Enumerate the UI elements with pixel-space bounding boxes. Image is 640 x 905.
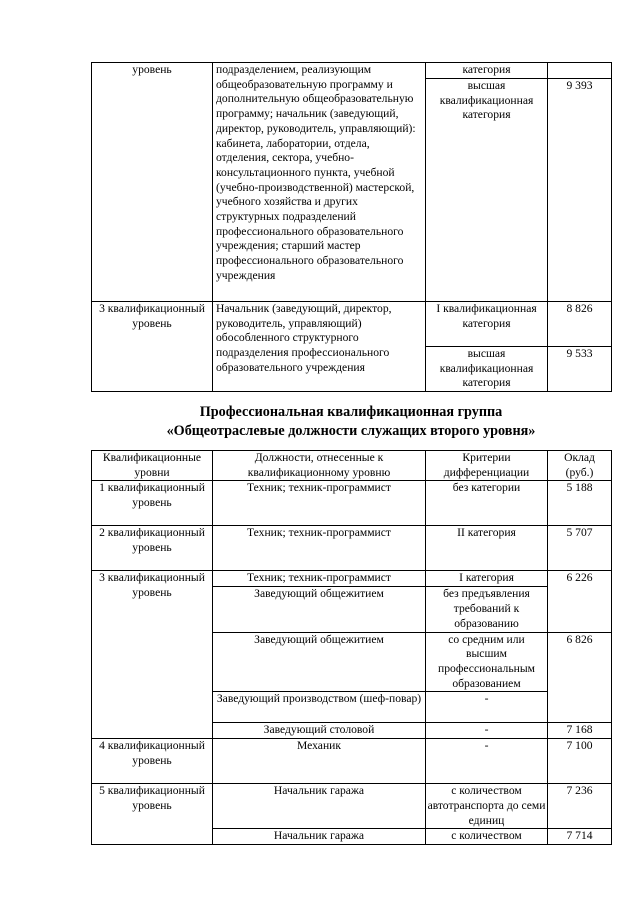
level-cell: 2 квалификационный уровень	[92, 526, 213, 571]
criteria-cell: с количеством	[426, 829, 548, 845]
level-cell: уровень	[92, 63, 213, 302]
level-cell: 3 квалификационный уровень	[92, 571, 213, 739]
salary-cell	[548, 63, 612, 79]
position-cell: Механик	[213, 739, 426, 784]
qualification-table	[91, 450, 612, 845]
position-cell: Начальник гаража	[213, 829, 426, 845]
salary-cell: 9 393	[548, 79, 612, 302]
salary-cell: 8 826	[548, 302, 612, 347]
position-cell: Заведующий производством (шеф-повар)	[213, 692, 426, 723]
criteria-cell: со средним или высшим профессиональным образованием	[426, 632, 548, 692]
criteria-cell: II категория	[426, 526, 548, 571]
position-cell: Заведующий общежитием	[213, 587, 426, 632]
criteria-cell: -	[426, 723, 548, 739]
criteria-cell: с количеством автотранспорта до семи единиц	[426, 784, 548, 829]
criteria-cell: -	[426, 739, 548, 784]
section-title-line-1: Профессиональная квалификационная группа	[199, 404, 503, 420]
header-salary: Оклад (руб.)	[548, 451, 612, 481]
level-cell: 5 квалификационный уровень	[92, 784, 213, 845]
position-cell: Заведующий столовой	[213, 723, 426, 739]
table-row	[92, 739, 612, 784]
criteria-cell: без предъявления требований к образованию	[426, 587, 548, 632]
table-row	[92, 784, 612, 829]
criteria-cell: I квалификационная категория	[426, 302, 548, 347]
header-positions: Должности, отнесенные к квалификационному уровню	[213, 451, 426, 481]
continuation-table	[91, 62, 612, 392]
header-criteria: Критерии дифференциации	[426, 451, 548, 481]
criteria-cell: I категория	[426, 571, 548, 587]
level-cell: 1 квалификационный уровень	[92, 481, 213, 526]
table-row	[92, 302, 612, 347]
position-cell: Начальник (заведующий, директор, руководитель, управляющий) обособленного структурного подразделения профессионального образовательного учреждения	[213, 302, 426, 392]
table-row	[92, 526, 612, 571]
salary-cell: 7 236	[548, 784, 612, 829]
criteria-cell: категория	[426, 63, 548, 79]
position-cell: Техник; техник-программист	[213, 526, 426, 571]
criteria-cell: без категории	[426, 481, 548, 526]
table-row	[92, 63, 612, 79]
salary-cell: 7 168	[548, 723, 612, 739]
level-cell: 4 квалификационный уровень	[92, 739, 213, 784]
salary-cell: 7 714	[548, 829, 612, 845]
position-cell: Техник; техник-программист	[213, 481, 426, 526]
criteria-cell: высшая квалификационная категория	[426, 79, 548, 302]
table-row	[92, 481, 612, 526]
position-cell: Заведующий общежитием	[213, 632, 426, 692]
criteria-cell: -	[426, 692, 548, 723]
salary-cell: 9 533	[548, 347, 612, 392]
salary-cell: 7 100	[548, 739, 612, 784]
salary-cell: 6 226	[548, 571, 612, 632]
salary-cell: 5 707	[548, 526, 612, 571]
position-cell: Начальник гаража	[213, 784, 426, 829]
salary-cell: 5 188	[548, 481, 612, 526]
header-levels: Квалификационные уровни	[92, 451, 213, 481]
table-row	[92, 571, 612, 587]
position-cell: подразделением, реализующим общеобразовательную программу и дополнительную общеобразовательную программу; начальник (заведующий, директор, руководитель, управляющий): кабинета, лаборатории, отдела, отделения, сектора, учебно-консультационного пункта, учебной (учебно-производственной) мастерской, учебного хозяйства и других структурных подразделений профессионального образовательного учреждения; старший мастер профессионального образовательного учреждения	[213, 63, 426, 302]
table-header-row	[92, 451, 612, 481]
section-title-line-2: «Общеотраслевые должности служащих второго уровня»	[166, 423, 536, 439]
level-cell: 3 квалификационный уровень	[92, 302, 213, 392]
salary-cell: 6 826	[548, 632, 612, 723]
position-cell: Техник; техник-программист	[213, 571, 426, 587]
criteria-cell: высшая квалификационная категория	[426, 347, 548, 392]
